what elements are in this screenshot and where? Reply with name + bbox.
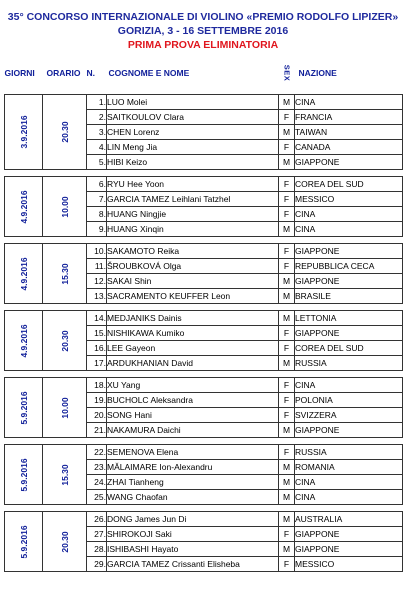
name-cell: SONG Hani bbox=[107, 408, 279, 423]
time-label: 10.00 bbox=[59, 396, 70, 419]
country-cell: ROMANIA bbox=[295, 460, 403, 475]
table-row bbox=[5, 445, 403, 460]
time-label: 20.30 bbox=[59, 530, 70, 553]
table-row bbox=[5, 378, 403, 393]
time-cell bbox=[43, 244, 87, 304]
number-cell: 5. bbox=[87, 155, 107, 170]
sex-cell: M bbox=[279, 423, 295, 438]
country-cell: MESSICO bbox=[295, 557, 403, 572]
country-cell: GIAPPONE bbox=[295, 527, 403, 542]
sex-cell: F bbox=[279, 140, 295, 155]
number-cell: 18. bbox=[87, 378, 107, 393]
col-header-nome: COGNOME E NOME bbox=[108, 68, 190, 78]
time-label: 15.30 bbox=[59, 463, 70, 486]
number-cell: 28. bbox=[87, 542, 107, 557]
sex-cell: F bbox=[279, 259, 295, 274]
name-cell: SHIROKOJI Saki bbox=[107, 527, 279, 542]
sex-cell: M bbox=[279, 460, 295, 475]
date-cell bbox=[5, 177, 43, 237]
number-cell: 20. bbox=[87, 408, 107, 423]
country-cell: GIAPPONE bbox=[295, 274, 403, 289]
sex-cell: M bbox=[279, 356, 295, 371]
group-spacer bbox=[5, 237, 403, 244]
sex-cell: F bbox=[279, 527, 295, 542]
country-cell: RUSSIA bbox=[295, 356, 403, 371]
country-cell: CANADA bbox=[295, 140, 403, 155]
time-cell bbox=[43, 445, 87, 505]
name-cell: DONG James Jun Di bbox=[107, 512, 279, 527]
sex-cell: M bbox=[279, 274, 295, 289]
number-cell: 13. bbox=[87, 289, 107, 304]
time-cell bbox=[43, 512, 87, 572]
name-cell: GARCIA TAMEZ Leihlani Tatzhel bbox=[107, 192, 279, 207]
name-cell: WANG Chaofan bbox=[107, 490, 279, 505]
time-cell bbox=[43, 311, 87, 371]
date-cell bbox=[5, 244, 43, 304]
country-cell: CINA bbox=[295, 490, 403, 505]
number-cell: 3. bbox=[87, 125, 107, 140]
table-row bbox=[5, 177, 403, 192]
date-label: 4.9.2016 bbox=[18, 256, 29, 291]
name-cell: ŠROUBKOVÁ Olga bbox=[107, 259, 279, 274]
date-cell bbox=[5, 512, 43, 572]
date-label: 5.9.2016 bbox=[18, 524, 29, 559]
group-spacer bbox=[5, 371, 403, 378]
table-row bbox=[5, 512, 403, 527]
country-cell: CINA bbox=[295, 95, 403, 110]
name-cell: SAKAI Shin bbox=[107, 274, 279, 289]
time-label: 20.30 bbox=[59, 329, 70, 352]
date-label: 5.9.2016 bbox=[18, 457, 29, 492]
sex-cell: M bbox=[279, 125, 295, 140]
country-cell: COREA DEL SUD bbox=[295, 341, 403, 356]
header-row bbox=[5, 58, 403, 88]
sex-cell: M bbox=[279, 289, 295, 304]
number-cell: 23. bbox=[87, 460, 107, 475]
date-label: 4.9.2016 bbox=[18, 189, 29, 224]
sex-cell: M bbox=[279, 542, 295, 557]
sex-cell: M bbox=[279, 222, 295, 237]
country-cell: GIAPPONE bbox=[295, 155, 403, 170]
date-cell bbox=[5, 95, 43, 170]
country-cell: BRASILE bbox=[295, 289, 403, 304]
number-cell: 14. bbox=[87, 311, 107, 326]
name-cell: RYU Hee Yoon bbox=[107, 177, 279, 192]
number-cell: 9. bbox=[87, 222, 107, 237]
sex-cell: F bbox=[279, 326, 295, 341]
round-title: PRIMA PROVA ELIMINATORIA bbox=[127, 39, 279, 51]
sex-cell: M bbox=[279, 311, 295, 326]
sex-cell: M bbox=[279, 490, 295, 505]
sex-cell: F bbox=[279, 393, 295, 408]
name-cell: ZHAI Tianheng bbox=[107, 475, 279, 490]
number-cell: 29. bbox=[87, 557, 107, 572]
group-spacer bbox=[5, 170, 403, 177]
sex-cell: F bbox=[279, 378, 295, 393]
name-cell: NAKAMURA Daichi bbox=[107, 423, 279, 438]
name-cell: MEDJANIKS Dainis bbox=[107, 311, 279, 326]
sex-cell: F bbox=[279, 557, 295, 572]
col-header-n: N. bbox=[86, 68, 95, 78]
number-cell: 26. bbox=[87, 512, 107, 527]
number-cell: 4. bbox=[87, 140, 107, 155]
name-cell: XU Yang bbox=[107, 378, 279, 393]
name-cell: LEE Gayeon bbox=[107, 341, 279, 356]
name-cell: SACRAMENTO KEUFFER Leon bbox=[107, 289, 279, 304]
number-cell: 21. bbox=[87, 423, 107, 438]
number-cell: 2. bbox=[87, 110, 107, 125]
group-spacer bbox=[5, 304, 403, 311]
number-cell: 27. bbox=[87, 527, 107, 542]
country-cell: GIAPPONE bbox=[295, 244, 403, 259]
sex-cell: F bbox=[279, 244, 295, 259]
number-cell: 10. bbox=[87, 244, 107, 259]
sex-cell: F bbox=[279, 177, 295, 192]
group-spacer bbox=[5, 438, 403, 445]
country-cell: LETTONIA bbox=[295, 311, 403, 326]
number-cell: 6. bbox=[87, 177, 107, 192]
name-cell: SEMENOVA Elena bbox=[107, 445, 279, 460]
country-cell: GIAPPONE bbox=[295, 326, 403, 341]
name-cell: ARDUKHANIAN David bbox=[107, 356, 279, 371]
number-cell: 11. bbox=[87, 259, 107, 274]
sex-cell: M bbox=[279, 95, 295, 110]
number-cell: 7. bbox=[87, 192, 107, 207]
table-row bbox=[5, 244, 403, 259]
time-cell bbox=[43, 177, 87, 237]
time-cell bbox=[43, 95, 87, 170]
sex-cell: F bbox=[279, 192, 295, 207]
name-cell: LIN Meng Jia bbox=[107, 140, 279, 155]
country-cell: REPUBBLICA CECA bbox=[295, 259, 403, 274]
country-cell: RUSSIA bbox=[295, 445, 403, 460]
country-cell: MESSICO bbox=[295, 192, 403, 207]
document-title: 35° CONCORSO INTERNAZIONALE DI VIOLINO «PREMIO RODOLFO LIPIZER» bbox=[7, 11, 399, 23]
col-header-giorni: GIORNI bbox=[4, 68, 35, 78]
sex-cell: F bbox=[279, 110, 295, 125]
sex-cell: M bbox=[279, 512, 295, 527]
table-row bbox=[5, 311, 403, 326]
name-cell: SAKAMOTO Reika bbox=[107, 244, 279, 259]
sex-cell: F bbox=[279, 445, 295, 460]
name-cell: SAITKOULOV Clara bbox=[107, 110, 279, 125]
schedule-table bbox=[4, 58, 403, 572]
country-cell: FRANCIA bbox=[295, 110, 403, 125]
number-cell: 8. bbox=[87, 207, 107, 222]
sex-cell: F bbox=[279, 408, 295, 423]
number-cell: 15. bbox=[87, 326, 107, 341]
document-subtitle: GORIZIA, 3 - 16 SETTEMBRE 2016 bbox=[117, 25, 289, 37]
sex-cell: M bbox=[279, 475, 295, 490]
country-cell: COREA DEL SUD bbox=[295, 177, 403, 192]
col-header-nazione: NAZIONE bbox=[298, 68, 337, 78]
number-cell: 19. bbox=[87, 393, 107, 408]
name-cell: LUO Molei bbox=[107, 95, 279, 110]
name-cell: MĂLAIMARE Ion-Alexandru bbox=[107, 460, 279, 475]
col-header-sex-label: SEX bbox=[282, 64, 291, 82]
name-cell: CHEN Lorenz bbox=[107, 125, 279, 140]
number-cell: 12. bbox=[87, 274, 107, 289]
number-cell: 25. bbox=[87, 490, 107, 505]
number-cell: 16. bbox=[87, 341, 107, 356]
time-label: 20.30 bbox=[59, 121, 70, 143]
date-label: 4.9.2016 bbox=[18, 323, 29, 358]
sex-cell: M bbox=[279, 155, 295, 170]
date-cell bbox=[5, 311, 43, 371]
date-label: 3.9.2016 bbox=[18, 115, 29, 149]
country-cell: CINA bbox=[295, 222, 403, 237]
sex-cell: F bbox=[279, 207, 295, 222]
country-cell: SVIZZERA bbox=[295, 408, 403, 423]
country-cell: CINA bbox=[295, 378, 403, 393]
time-label: 10.00 bbox=[59, 195, 70, 218]
time-label: 15.30 bbox=[59, 262, 70, 285]
date-cell bbox=[5, 378, 43, 438]
name-cell: GARCIA TAMEZ Crissanti Elisheba bbox=[107, 557, 279, 572]
country-cell: AUSTRALIA bbox=[295, 512, 403, 527]
date-cell bbox=[5, 445, 43, 505]
name-cell: HUANG Xinqin bbox=[107, 222, 279, 237]
country-cell: TAIWAN bbox=[295, 125, 403, 140]
country-cell: GIAPPONE bbox=[295, 542, 403, 557]
number-cell: 22. bbox=[87, 445, 107, 460]
group-spacer bbox=[5, 505, 403, 512]
time-cell bbox=[43, 378, 87, 438]
name-cell: ISHIBASHI Hayato bbox=[107, 542, 279, 557]
number-cell: 24. bbox=[87, 475, 107, 490]
number-cell: 1. bbox=[87, 95, 107, 110]
sex-cell: F bbox=[279, 341, 295, 356]
name-cell: NISHIKAWA Kumiko bbox=[107, 326, 279, 341]
date-label: 5.9.2016 bbox=[18, 390, 29, 425]
country-cell: POLONIA bbox=[295, 393, 403, 408]
col-header-sex bbox=[279, 58, 295, 88]
name-cell: BUCHOLC Aleksandra bbox=[107, 393, 279, 408]
country-cell: CINA bbox=[295, 207, 403, 222]
number-cell: 17. bbox=[87, 356, 107, 371]
col-header-orario: ORARIO bbox=[46, 68, 81, 78]
name-cell: HUANG Ningjie bbox=[107, 207, 279, 222]
name-cell: HIBI Keizo bbox=[107, 155, 279, 170]
country-cell: GIAPPONE bbox=[295, 423, 403, 438]
table-row bbox=[5, 95, 403, 110]
country-cell: CINA bbox=[295, 475, 403, 490]
